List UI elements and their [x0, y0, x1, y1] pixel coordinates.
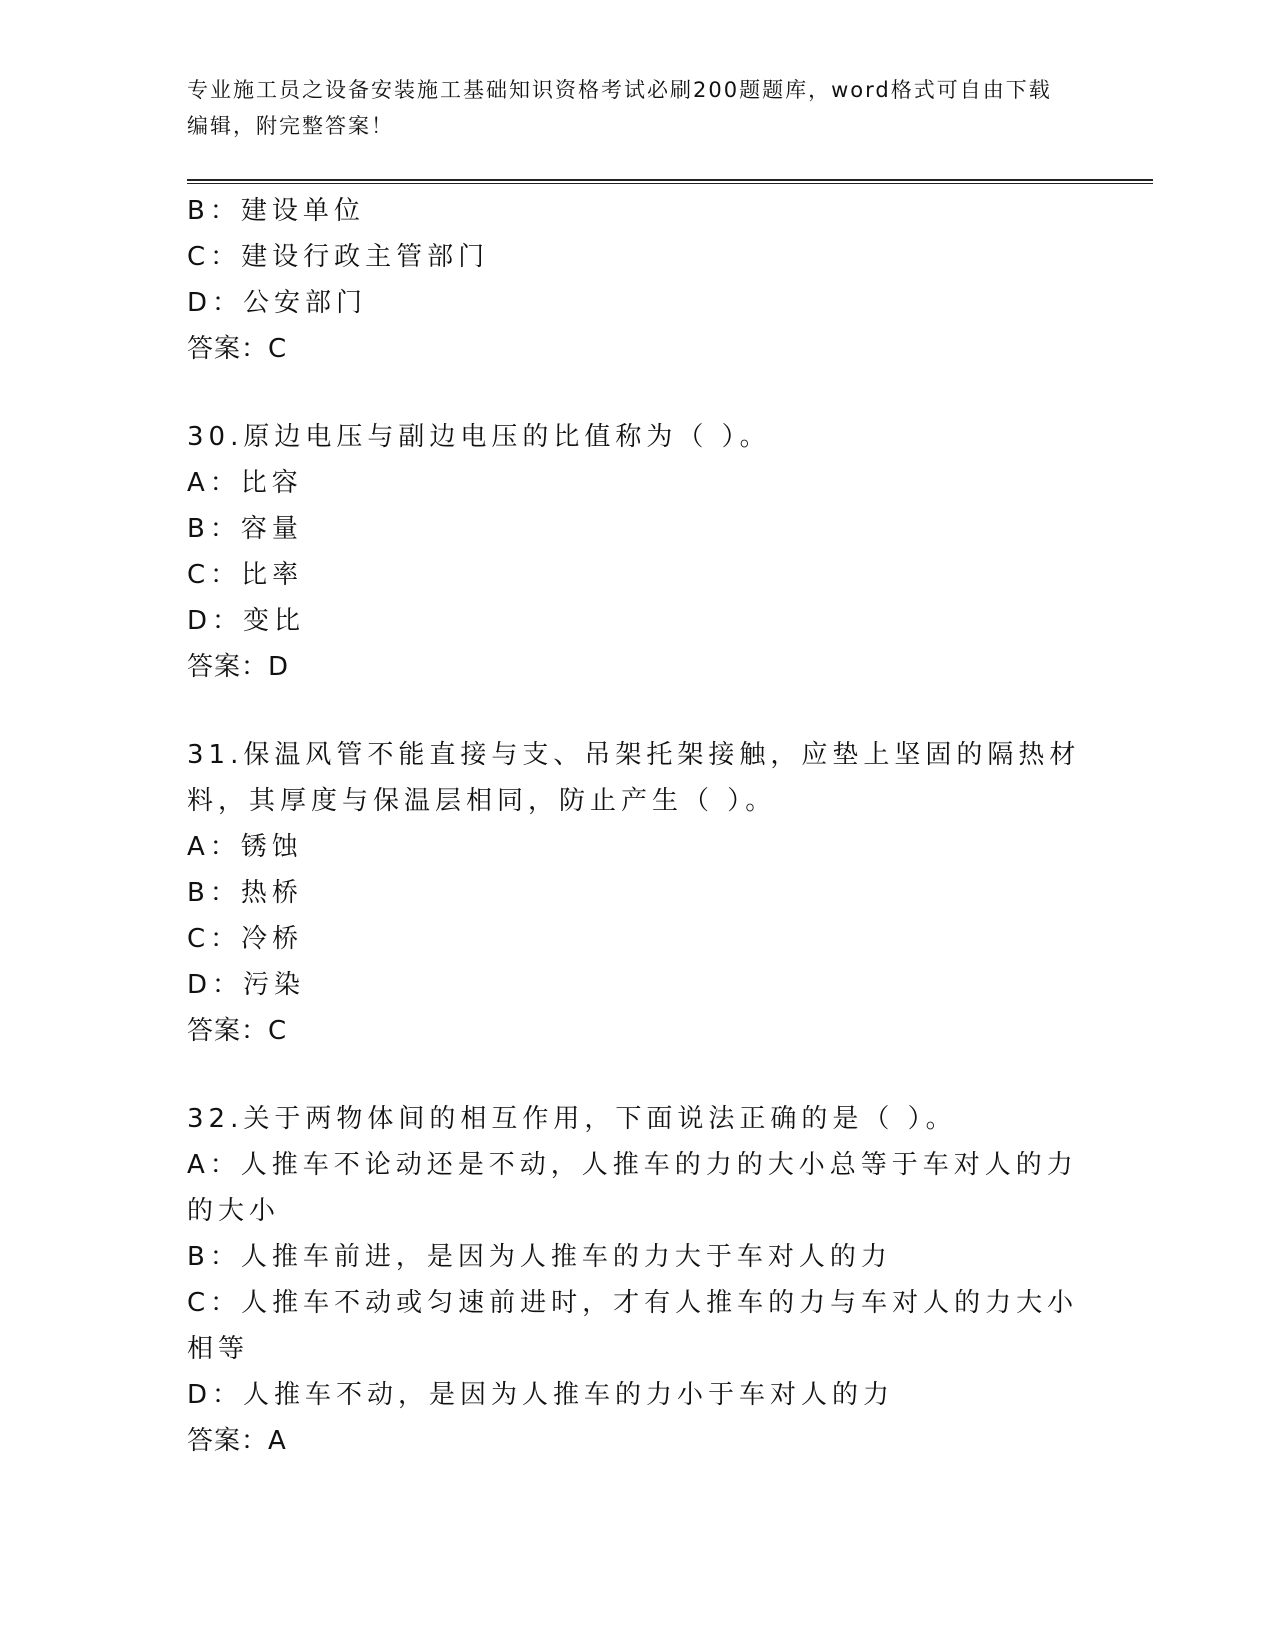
question-32 — [187, 1096, 1087, 1464]
option-line: D：变比 — [187, 606, 306, 636]
header-divider-thin — [187, 183, 1153, 184]
header-title: 专业施工员之设备安装施工基础知识资格考试必刷200题题库，word格式可自由下载编辑，附完整答案！ — [187, 78, 1052, 138]
option-line: D：人推车不动，是因为人推车的力小于车对人的力 — [187, 1380, 895, 1410]
question-30 — [187, 414, 1087, 690]
question-29-continued — [187, 188, 1087, 372]
answer-line: 答案：D — [187, 652, 290, 682]
header-divider-thick — [187, 179, 1153, 181]
option-line: A：锈蚀 — [187, 832, 303, 862]
option-line: C：建设行政主管部门 — [187, 242, 490, 272]
question-stem: 32.关于两物体间的相互作用，下面说法正确的是（ ）。 — [187, 1104, 957, 1134]
option-line: B：容量 — [187, 514, 303, 544]
option-line: B：人推车前进，是因为人推车的力大于车对人的力 — [187, 1242, 892, 1272]
answer-line: 答案：C — [187, 334, 288, 364]
spacer — [187, 372, 1087, 414]
option-line: C：人推车不动或匀速前进时，才有人推车的力与车对人的力大小相等 — [187, 1288, 1079, 1364]
answer-line: 答案：A — [187, 1426, 287, 1456]
document-header — [187, 72, 1067, 144]
question-stem: 30.原边电压与副边电压的比值称为（ ）。 — [187, 422, 771, 452]
option-line: C：比率 — [187, 560, 304, 590]
option-line: D：污染 — [187, 970, 306, 1000]
spacer — [187, 690, 1087, 732]
option-line: B：热桥 — [187, 878, 303, 908]
option-line: A：比容 — [187, 468, 303, 498]
option-line: C：冷桥 — [187, 924, 304, 954]
option-line: B：建设单位 — [187, 196, 365, 226]
answer-line: 答案：C — [187, 1016, 288, 1046]
question-stem: 31.保温风管不能直接与支、吊架托架接触，应垫上坚固的隔热材料，其厚度与保温层相同，防止产生（ ）。 — [187, 740, 1081, 816]
question-31 — [187, 732, 1087, 1054]
spacer — [187, 1054, 1087, 1096]
option-line: D：公安部门 — [187, 288, 368, 318]
option-line: A：人推车不论动还是不动，人推车的力的大小总等于车对人的力的大小 — [187, 1150, 1078, 1226]
document-body — [187, 188, 1087, 1464]
